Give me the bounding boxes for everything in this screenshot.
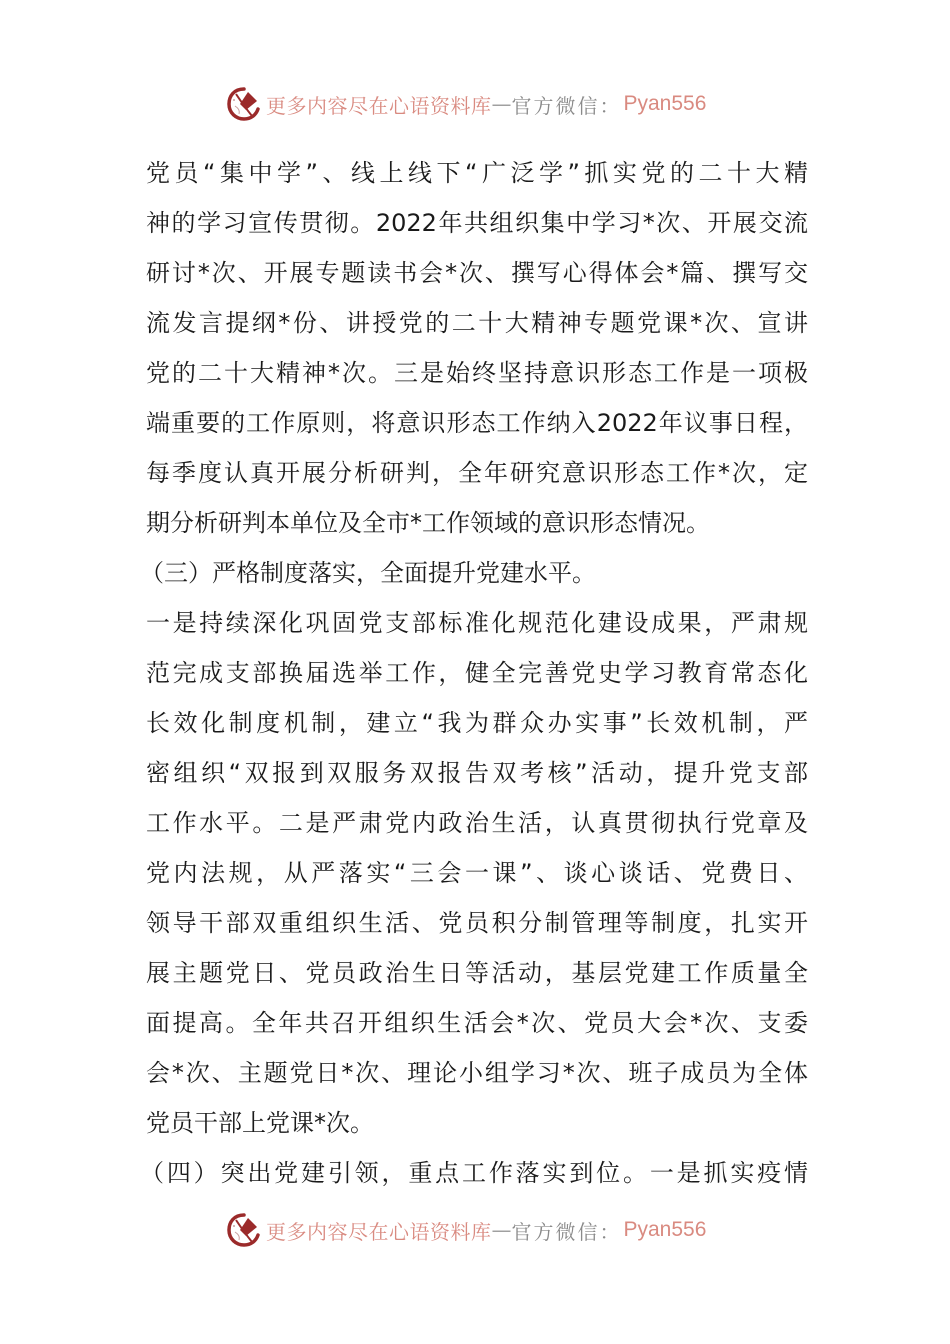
watermark-label: 官方微信：	[511, 93, 622, 118]
body-line: 长效化制度机制，建立“我为群众办实事”长效机制，严	[146, 709, 808, 737]
watermark-main-text: 更多内容尽在心语资料库	[266, 1219, 492, 1244]
body-line: 一是持续深化巩固党支部标准化规范化建设成果，严肃规	[146, 609, 808, 637]
body-line: 研讨*次、开展专题读书会*次、撰写心得体会*篇、撰写交	[146, 259, 808, 287]
quill-pen-logo-icon	[226, 86, 262, 122]
body-line: 会*次、主题党日*次、理论小组学习*次、班子成员为全体	[146, 1059, 808, 1087]
watermark-dash: —	[491, 1218, 512, 1242]
footer-watermark	[226, 1210, 726, 1250]
body-line: 密组织“双报到双服务双报告双考核”活动，提升党支部	[146, 759, 808, 787]
body-line: 展主题党日、党员政治生日等活动，基层党建工作质量全	[146, 959, 808, 987]
section-heading-4: （四）突出党建引领，重点工作落实到位。一是抓实疫情	[140, 1159, 808, 1187]
body-line: 神的学习宣传贯彻。2022年共组织集中学习*次、开展交流	[146, 209, 808, 237]
watermark-wechat-id: Pyan556	[623, 1218, 707, 1241]
body-line: 范完成支部换届选举工作，健全完善党史学习教育常态化	[146, 659, 808, 687]
watermark-dash: —	[491, 92, 512, 116]
body-line: 面提高。全年共召开组织生活会*次、党员大会*次、支委	[146, 1009, 808, 1037]
body-line: 流发言提纲*份、讲授党的二十大精神专题党课*次、宣讲	[146, 309, 808, 337]
document-body	[140, 148, 808, 1198]
body-line: 党员干部上党课*次。	[146, 1109, 374, 1137]
quill-pen-logo-icon	[226, 1212, 262, 1248]
section-heading-3: （三）严格制度落实，全面提升党建水平。	[140, 559, 596, 587]
body-line: 领导干部双重组织生活、党员积分制管理等制度，扎实开	[146, 909, 808, 937]
body-line: 工作水平。二是严肃党内政治生活，认真贯彻执行党章及	[146, 809, 808, 837]
body-line: 端重要的工作原则，将意识形态工作纳入2022年议事日程，	[146, 409, 808, 437]
header-watermark	[226, 84, 726, 124]
body-line: 期分析研判本单位及全市*工作领域的意识形态情况。	[146, 509, 710, 537]
body-line: 党的二十大精神*次。三是始终坚持意识形态工作是一项极	[146, 359, 808, 387]
watermark-main-text: 更多内容尽在心语资料库	[266, 93, 492, 118]
body-line: 党员“集中学”、线上线下“广泛学”抓实党的二十大精	[146, 159, 808, 187]
watermark-label: 官方微信：	[511, 1219, 622, 1244]
body-line: 党内法规，从严落实“三会一课”、谈心谈话、党费日、	[146, 859, 808, 887]
body-line: 每季度认真开展分析研判，全年研究意识形态工作*次，定	[146, 459, 808, 487]
watermark-wechat-id: Pyan556	[623, 92, 707, 115]
